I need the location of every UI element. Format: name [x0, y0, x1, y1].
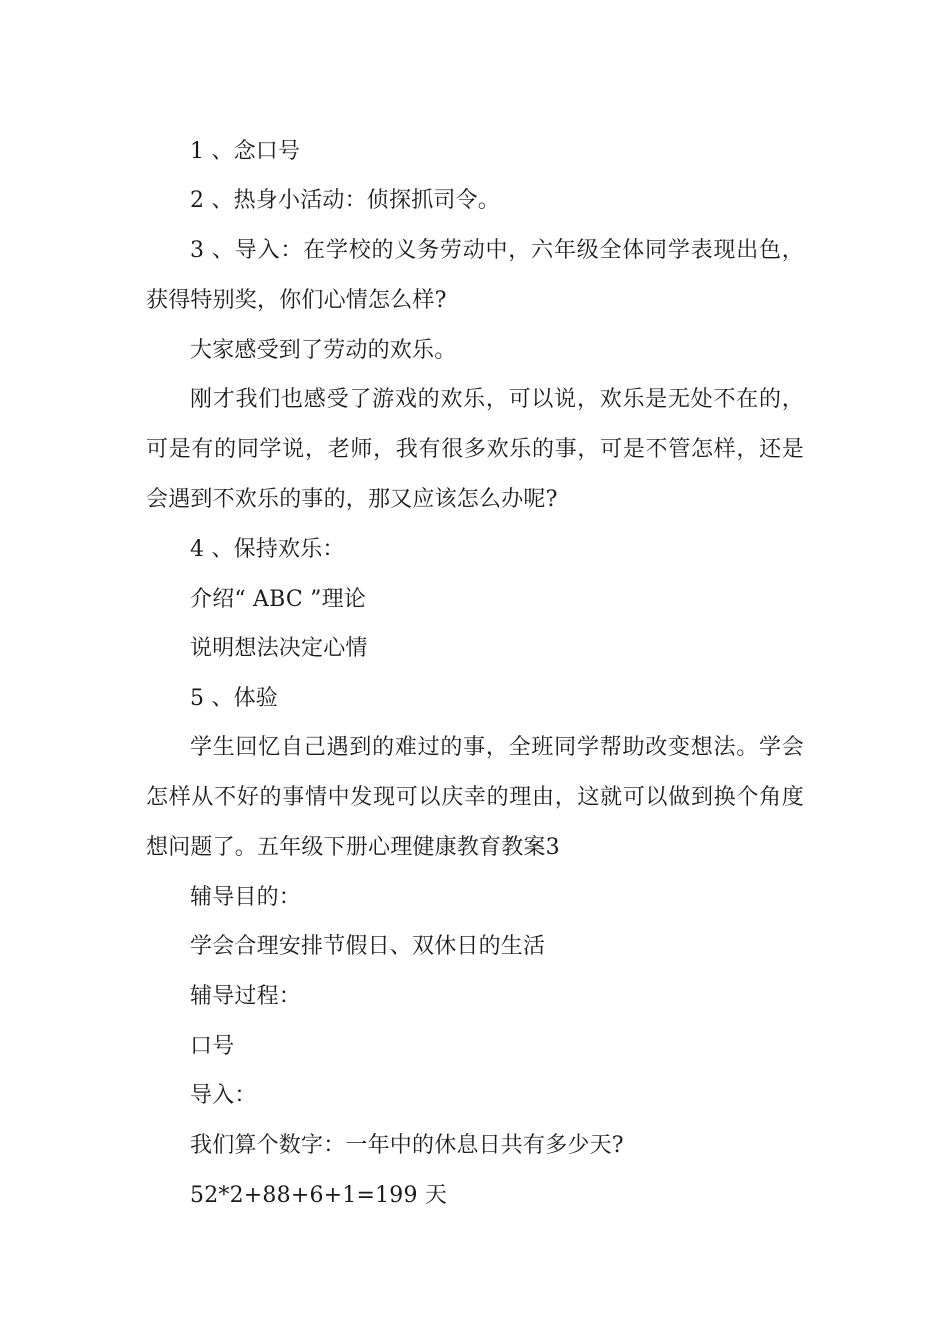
calculation-line: 52*2+88+6+1=199 天	[190, 1183, 448, 1208]
paragraph-text: 说明想法决定心情	[190, 636, 368, 661]
paragraph-continuation: 可是有的同学说，老师，我有很多欢乐的事，可是不管怎样，还是	[146, 437, 804, 462]
item-2-warmup-activity: 2 、热身小活动：侦探抓司令。	[190, 188, 500, 213]
paragraph-text: 学会合理安排节假日、双休日的生活	[190, 934, 546, 959]
paragraph-continuation: 怎样从不好的事情中发现可以庆幸的理由，这就可以做到换个角度	[146, 785, 804, 810]
paragraph-text: 刚才我们也感受了游戏的欢乐，可以说，欢乐是无处不在的，	[190, 387, 804, 412]
item-4-stay-happy: 4 、保持欢乐：	[190, 537, 345, 562]
paragraph-text: 大家感受到了劳动的欢乐。	[190, 338, 457, 363]
paragraph-continuation: 会遇到不欢乐的事的，那又应该怎么办呢?	[146, 487, 558, 512]
item-3-introduction: 3 、导入：在学校的义务劳动中，六年级全体同学表现出色，	[190, 238, 804, 263]
paragraph-continuation: 获得特别奖，你们心情怎么样?	[146, 288, 447, 313]
item-1-chant-slogan: 1 、念口号	[190, 139, 301, 164]
paragraph-continuation: 想问题了。五年级下册心理健康教育教案3	[146, 835, 560, 860]
paragraph-text: 学生回忆自己遇到的难过的事，全班同学帮助改变想法。学会	[190, 735, 804, 760]
section-heading-objective: 辅导目的：	[190, 885, 302, 910]
item-5-experience: 5 、体验	[190, 686, 278, 711]
abc-theory-line: 介绍“ ABC ”理论	[190, 587, 366, 612]
paragraph-text: 我们算个数字：一年中的休息日共有多少天?	[190, 1133, 624, 1158]
paragraph-text: 口号	[190, 1034, 235, 1059]
paragraph-text: 导入：	[190, 1083, 257, 1108]
section-heading-process: 辅导过程：	[190, 984, 302, 1009]
